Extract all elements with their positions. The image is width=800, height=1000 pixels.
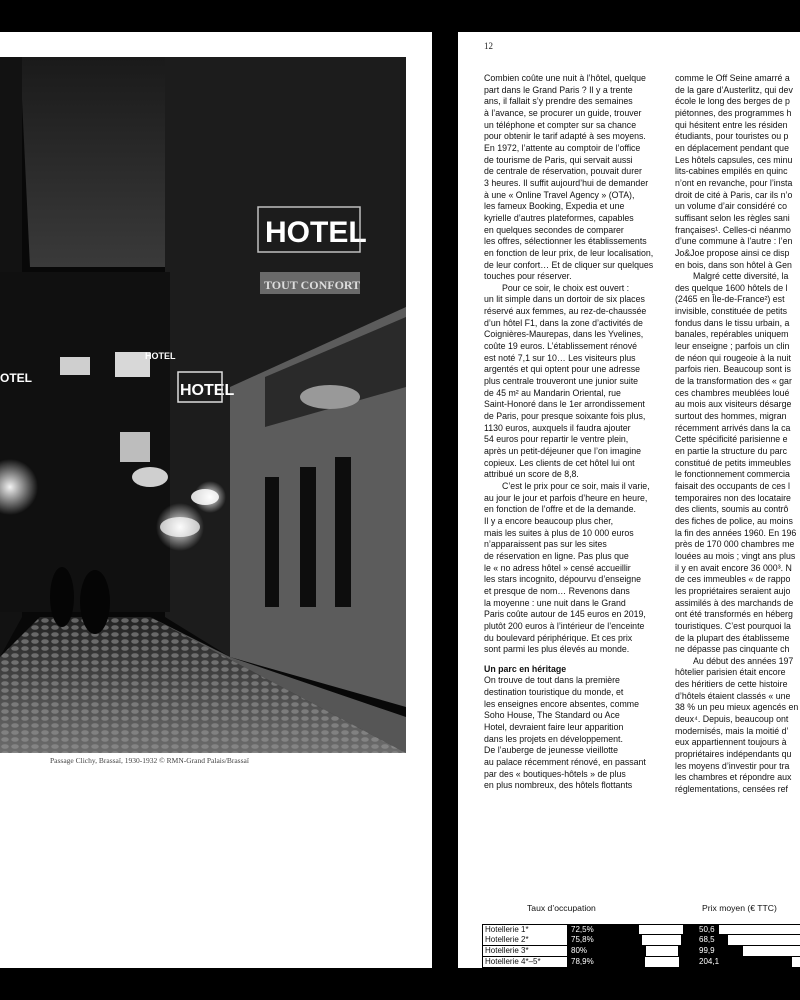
text-line: temporaires non des locataire <box>675 492 791 503</box>
text-line: De l’auberge de jeunesse vieillotte <box>484 745 618 756</box>
table-row <box>482 924 800 935</box>
text-line: la fin des années 1960. En 196 <box>675 527 797 538</box>
text-line: eux appartiennent toujours à <box>675 737 787 748</box>
text-line: un téléphone et compter sur sa chance <box>484 119 637 130</box>
paragraph <box>675 271 800 656</box>
page-number: 12 <box>484 41 493 51</box>
text-line: piétonnes, des programmes h <box>675 107 792 118</box>
text-column-1 <box>484 73 672 792</box>
occupancy-bar-tail <box>679 957 693 967</box>
text-line: Malgré cette diversité, la <box>693 271 789 282</box>
occupancy-value: 78,9% <box>571 957 594 966</box>
svg-text:OTEL: OTEL <box>0 371 32 385</box>
text-line: 1130 euros, auxquels il faudra ajouter <box>484 422 631 433</box>
text-line: de leur confort… Et de cliquer sur quelques <box>484 259 654 270</box>
text-line: de ces immeubles « de rappo <box>675 574 791 585</box>
text-line: n’ont en revanche, pour l’insta <box>675 177 793 188</box>
left-page <box>0 32 432 968</box>
occupancy-value: 80% <box>571 946 588 955</box>
text-line: 3 heures. Il suffit aujourd’hui de demander <box>484 177 649 188</box>
text-line: à l’avance, se procurer un guide, trouver <box>484 107 642 118</box>
text-line: qui hésitent entre les résiden <box>675 119 788 130</box>
text-line: après un petit-déjeuner que l’on imagine <box>484 446 641 456</box>
text-line: il y en avait encore 36 000³. N <box>675 562 792 573</box>
text-line: fondus dans le tissu urbain, a <box>675 317 790 328</box>
text-line: des quelque 1600 hôtels de l <box>675 282 788 293</box>
text-line: Jo&Joe propose ainsi ce disp <box>675 247 790 258</box>
text-line: en fonction de leur prix, de leur localisation, <box>484 247 654 258</box>
text-line: ne dépasse pas cinquante ch <box>675 644 790 655</box>
text-line: copieux. Les clients de cet hôtel lui ont <box>484 457 635 468</box>
text-line: réservé aux femmes, au rez-de-chaussée <box>484 306 647 317</box>
text-line: au mois aux visiteurs désarge <box>675 399 792 410</box>
text-line: touristiques. C’est pourquoi la <box>675 620 791 631</box>
text-line: au jour le jour et parfois d’heure en heure, <box>484 492 648 503</box>
occupancy-header: Taux d’occupation <box>527 903 596 913</box>
text-line: touches pour réserver. <box>484 271 572 282</box>
photo-credit: Passage Clichy, Brassaï, 1930-1932 © RMN-Grand Palais/Brassaï <box>50 756 249 765</box>
table-row <box>482 957 800 968</box>
text-line: Il y a encore beaucoup plus cher, <box>484 515 614 526</box>
text-line: en fonction de l’offre et de la demande. <box>484 504 636 515</box>
text-line: propriétaires indépendants qu <box>675 749 792 760</box>
occupancy-value: 75,8% <box>571 935 594 944</box>
text-line: étudiants, pour touristes ou p <box>675 131 789 142</box>
text-line: Soho House, The Standard ou Ace <box>484 710 620 721</box>
text-line: les propriétaires seraient aujo <box>675 585 791 596</box>
text-line: de 45 m² au Mandarin Oriental, rue <box>484 387 621 398</box>
text-line: invisible, constituée de petits <box>675 306 787 317</box>
text-line: en plus nombreux, des hôtels flottants <box>484 780 633 791</box>
text-line: plus centrale trouveront une junior suite <box>484 376 639 387</box>
price-header: Prix moyen (€ TTC) <box>702 903 777 913</box>
paragraph <box>675 73 800 271</box>
row-category-label: Hotellerie 4*–5* <box>482 957 568 967</box>
occupancy-bar-tail <box>683 925 693 935</box>
text-line: plutôt 200 euros à l’intérieur de l’enceinte <box>484 620 645 631</box>
text-line: deux⁴. Depuis, beaucoup ont <box>675 714 789 725</box>
text-line: C’est le prix pour ce soir, mais il varie, <box>502 480 650 491</box>
text-line: de néon qui rougeoie à la nuit <box>675 352 791 363</box>
text-line: Coignières-Maurepas, dans les Yvelines, <box>484 329 644 340</box>
table-rows <box>482 924 800 968</box>
text-line: Combien coûte une nuit à l’hôtel, quelque <box>484 73 646 83</box>
text-line: lits-cabines empilés en quinc <box>675 166 788 177</box>
price-value: 204,1 <box>699 957 720 966</box>
row-category-label: Hotellerie 3* <box>482 946 568 956</box>
text-line: du boulevard périphérique. Et ces prix <box>484 632 633 643</box>
text-line: parfois rien. Beaucoup sont is <box>675 364 791 375</box>
text-line: sont parmi les plus élevés au monde. <box>484 644 630 655</box>
text-line: droit de cité à Paris, car ils n’o <box>675 189 793 200</box>
text-line: d’un hôtel F1, dans la zone d’activités de <box>484 317 643 328</box>
text-line: à une « Online Travel Agency » (OTA), <box>484 189 635 200</box>
text-line: et presque de nom… Revenons dans <box>484 585 630 596</box>
svg-text:HOTEL: HOTEL <box>265 216 367 249</box>
text-line: Les hôtels capsules, ces minu <box>675 154 793 165</box>
text-line: destination touristique du monde, et <box>484 687 624 698</box>
occupancy-value: 72,5% <box>571 925 594 934</box>
text-line: Au début des années 197 <box>693 655 794 666</box>
section-subheading <box>484 664 672 676</box>
text-line: suffisant selon les règles sani <box>675 212 790 223</box>
text-line: réglementations, censées ref <box>675 784 788 795</box>
text-line: de tourisme de Paris, qui servait aussi <box>484 154 633 165</box>
text-line: louées au mois ; vingt ans plus <box>675 550 796 561</box>
paragraph <box>484 675 672 792</box>
text-line: ont été transformés en héberg <box>675 609 793 620</box>
text-line: ces chambres meublées loué <box>675 387 790 398</box>
text-line: modernisés, mais la moitié d’ <box>675 725 789 736</box>
text-line: de la transformation des « gar <box>675 376 792 387</box>
text-line: en quelques secondes de comparer <box>484 224 624 235</box>
text-line: Cette spécificité parisienne e <box>675 434 788 445</box>
text-line: les stars incognito, dépourvu d’enseigne <box>484 574 641 585</box>
text-line: Saint-Honoré dans le 1er arrondissement <box>484 399 645 410</box>
price-value: 50,6 <box>699 925 715 934</box>
paragraph <box>675 656 800 796</box>
text-line: récemment arrivés dans la ca <box>675 422 791 433</box>
text-line: en partie la structure du parc <box>675 446 787 456</box>
text-line: constitué de petits immeubles <box>675 457 791 468</box>
text-line: des fiches de police, au moins <box>675 515 793 526</box>
top-black-band <box>0 0 800 32</box>
text-line: Pour ce soir, le choix est ouvert : <box>502 282 630 293</box>
text-line: est noté 7,1 sur 10… Les visiteurs plus <box>484 352 636 363</box>
text-line: 38 % un peu mieux agencés en <box>675 702 799 713</box>
page-gutter <box>432 32 458 968</box>
text-line: mais les suites à plus de 10 000 euros <box>484 527 634 538</box>
text-line: par des « boutiques-hôtels » de plus <box>484 768 626 779</box>
row-category-label: Hotellerie 1* <box>482 925 568 935</box>
text-line: comme le Off Seine amarré a <box>675 73 790 83</box>
photo-illustration <box>0 57 406 753</box>
text-line: part dans le Grand Paris ? Il y a trente <box>484 84 633 95</box>
svg-text:HOTEL: HOTEL <box>180 382 235 399</box>
bottom-black-band <box>0 968 800 1000</box>
price-value: 68,5 <box>699 935 715 944</box>
text-line: (2465 en Île-de-France²) est <box>675 294 785 305</box>
text-line: pour obtenir le tarif adapté à ses moyens. <box>484 131 646 142</box>
text-line: 54 euros pour repartir le ventre plein, <box>484 434 629 445</box>
text-line: de centrale de réservation, pouvait durer <box>484 166 642 177</box>
text-line: banales, repérables uniquem <box>675 329 789 340</box>
table-row <box>482 946 800 957</box>
text-line: d’hôtels étaient classés « une <box>675 690 791 701</box>
text-line: en bois, dans son hôtel à Gen <box>675 259 792 270</box>
text-line: françaises¹. Celles-ci néanmo <box>675 224 791 235</box>
text-line: des clients, soumis au contrô <box>675 504 789 515</box>
text-line: En 1972, l’attente au comptoir de l’office <box>484 142 641 153</box>
text-line: les chambres et répondre aux <box>675 772 792 783</box>
text-line: Paris coûte autour de 145 euros en 2019, <box>484 609 646 620</box>
text-line: les enseignes encore absentes, comme <box>484 698 640 709</box>
text-line: de réservation en ligne. Pas plus que <box>484 550 629 561</box>
paragraph <box>484 73 672 283</box>
text-line: le « no adress hôtel » censé accueillir <box>484 562 631 573</box>
text-line: surtout des hommes, migran <box>675 411 787 422</box>
svg-text:TOUT CONFORT: TOUT CONFORT <box>264 278 361 292</box>
text-line: kyrielle d’autres plateformes, capables <box>484 212 634 223</box>
text-line: attribué un score de 8,8. <box>484 469 579 480</box>
text-line: coûte 19 euros. L’établissement rénové <box>484 341 638 352</box>
text-line: On trouve de tout dans la première <box>484 675 620 686</box>
text-line: assimilés à des marchands de <box>675 597 794 608</box>
text-line: hôtelier parisien était encore <box>675 667 786 678</box>
text-line: des héritiers de cette histoire <box>675 679 788 690</box>
text-line: au palace récemment rénové, en passant <box>484 757 646 768</box>
occupancy-bar-tail <box>678 946 693 956</box>
text-line: n’apparaissent pas sur les sites <box>484 539 607 550</box>
text-line: ans, il fallait s’y prendre des semaines <box>484 96 633 107</box>
text-line: dans les projets en développement. <box>484 733 623 744</box>
text-column-2 <box>675 73 800 796</box>
paragraph <box>484 283 672 481</box>
row-category-label: Hotellerie 2* <box>482 935 568 945</box>
text-line: d’une commune à l’autre : l’en <box>675 236 793 247</box>
right-page <box>458 32 800 968</box>
text-line: école le long des berges de p <box>675 96 790 107</box>
hotel-stats-table <box>482 900 800 968</box>
text-line: leur enseigne ; parfois un clin <box>675 341 790 352</box>
text-line: de la plupart des établisseme <box>675 632 790 643</box>
text-line: faisait des occupants de ces l <box>675 480 790 491</box>
text-line: Un parc en héritage <box>484 663 567 674</box>
text-line: de Paris, pour presque soixante fois plus, <box>484 411 646 422</box>
paragraph <box>484 481 672 656</box>
text-line: un lit simple dans un dortoir de six places <box>484 294 645 305</box>
text-line: les fameux Booking, Expedia et une <box>484 201 625 212</box>
night-street-photo <box>0 57 406 753</box>
text-line: le fonctionnement commercia <box>675 469 790 480</box>
text-line: près de 170 000 chambres me <box>675 539 795 550</box>
occupancy-bar-tail <box>681 935 693 945</box>
text-line: en déplacement pendant que <box>675 142 789 153</box>
text-line: les offres, sélectionner les établissements <box>484 236 647 247</box>
text-line: argentés et qui optent pour une adresse <box>484 364 641 375</box>
table-row <box>482 935 800 946</box>
table-header <box>482 900 800 924</box>
price-value: 99,9 <box>699 946 715 955</box>
text-line: de la gare d’Austerlitz, qui dev <box>675 84 793 95</box>
text-line: les moyens d’investir pour tra <box>675 760 790 771</box>
text-line: Hotel, devraient faire leur apparition <box>484 722 624 733</box>
svg-text:HOTEL: HOTEL <box>145 351 176 361</box>
text-line: un volume d’air considéré co <box>675 201 787 212</box>
text-line: la moyenne : une nuit dans le Grand <box>484 597 626 608</box>
